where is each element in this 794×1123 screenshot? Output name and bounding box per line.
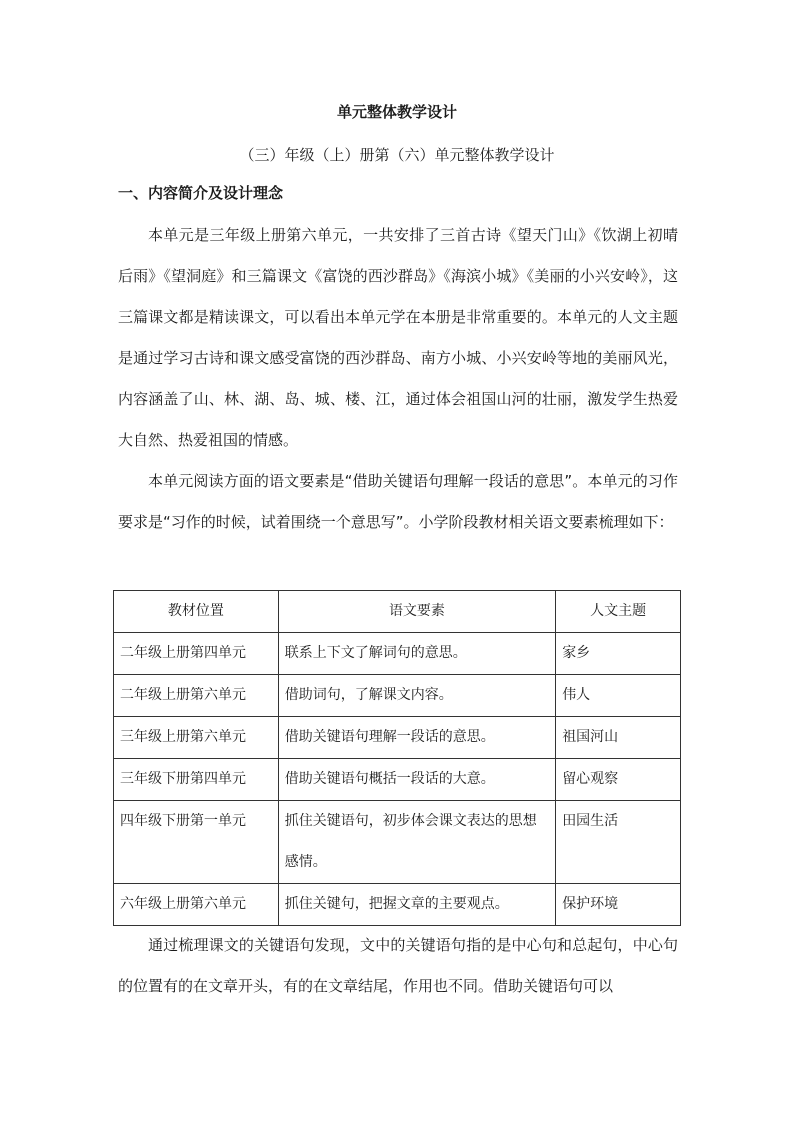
language-elements-table (113, 590, 681, 926)
table-row (114, 801, 681, 884)
table-row (114, 759, 681, 801)
table-cell: 祖国河山 (556, 717, 681, 759)
table-cell: 家乡 (556, 633, 681, 675)
table-cell: 田园生活 (556, 801, 681, 884)
table-header-row (114, 591, 681, 633)
table-row (114, 675, 681, 717)
table-cell: 借助关键语句概括一段话的大意。 (278, 759, 555, 801)
paragraph-language-elements: 本单元阅读方面的语文要素是“借助关键语句理解一段话的意思”。本单元的习作要求是“习作的时候，试着围绕一个意思写”。小学阶段教材相关语文要素梳理如下： (118, 472, 678, 531)
document-title: 单元整体教学设计 (336, 103, 457, 121)
table-cell: 伟人 (556, 675, 681, 717)
table-header-cell: 人文主题 (556, 591, 681, 633)
table-header-cell: 教材位置 (114, 591, 279, 633)
table-row (114, 884, 681, 926)
table-cell: 抓住关键语句，初步体会课文表达的思想感情。 (278, 801, 555, 884)
paragraph-intro: 本单元是三年级上册第六单元，一共安排了三首古诗《望天门山》《饮湖上初晴后雨》《望洞庭》和三篇课文《富饶的西沙群岛》《海滨小城》《美丽的小兴安岭》，这三篇课文都是精读课文，可以看出本单元学在本册是非常重要的。本单元的人文主题是通过学习古诗和课文感受富饶的西沙群岛、南方小城、小兴安岭等地的美丽风光，内容涵盖了山、林、湖、岛、城、楼、江，通过体会祖国山河的壮丽，激发学生热爱大自然、热爱祖国的情感。 (118, 226, 678, 449)
table-cell: 抓住关键句，把握文章的主要观点。 (278, 884, 555, 926)
table-header-cell: 语文要素 (278, 591, 555, 633)
table-cell: 二年级上册第四单元 (114, 633, 279, 675)
section-heading: 一、内容简介及设计理念 (118, 184, 284, 202)
table-row (114, 717, 681, 759)
table-cell: 借助关键语句理解一段话的意思。 (278, 717, 555, 759)
table-cell: 借助词句，了解课文内容。 (278, 675, 555, 717)
document-subtitle: （三）年级（上）册第（六）单元整体教学设计 (239, 146, 555, 164)
table-cell: 三年级下册第四单元 (114, 759, 279, 801)
table-cell: 四年级下册第一单元 (114, 801, 279, 884)
table-cell: 三年级上册第六单元 (114, 717, 279, 759)
table-cell: 留心观察 (556, 759, 681, 801)
table-cell: 二年级上册第六单元 (114, 675, 279, 717)
table-cell: 联系上下文了解词句的意思。 (278, 633, 555, 675)
table-cell: 保护环境 (556, 884, 681, 926)
paragraph-analysis: 通过梳理课文的关键语句发现，文中的关键语句指的是中心句和总起句，中心句的位置有的在文章开头，有的在文章结尾，作用也不同。借助关键语句可以 (118, 936, 678, 995)
table-row (114, 633, 681, 675)
table-cell: 六年级上册第六单元 (114, 884, 279, 926)
